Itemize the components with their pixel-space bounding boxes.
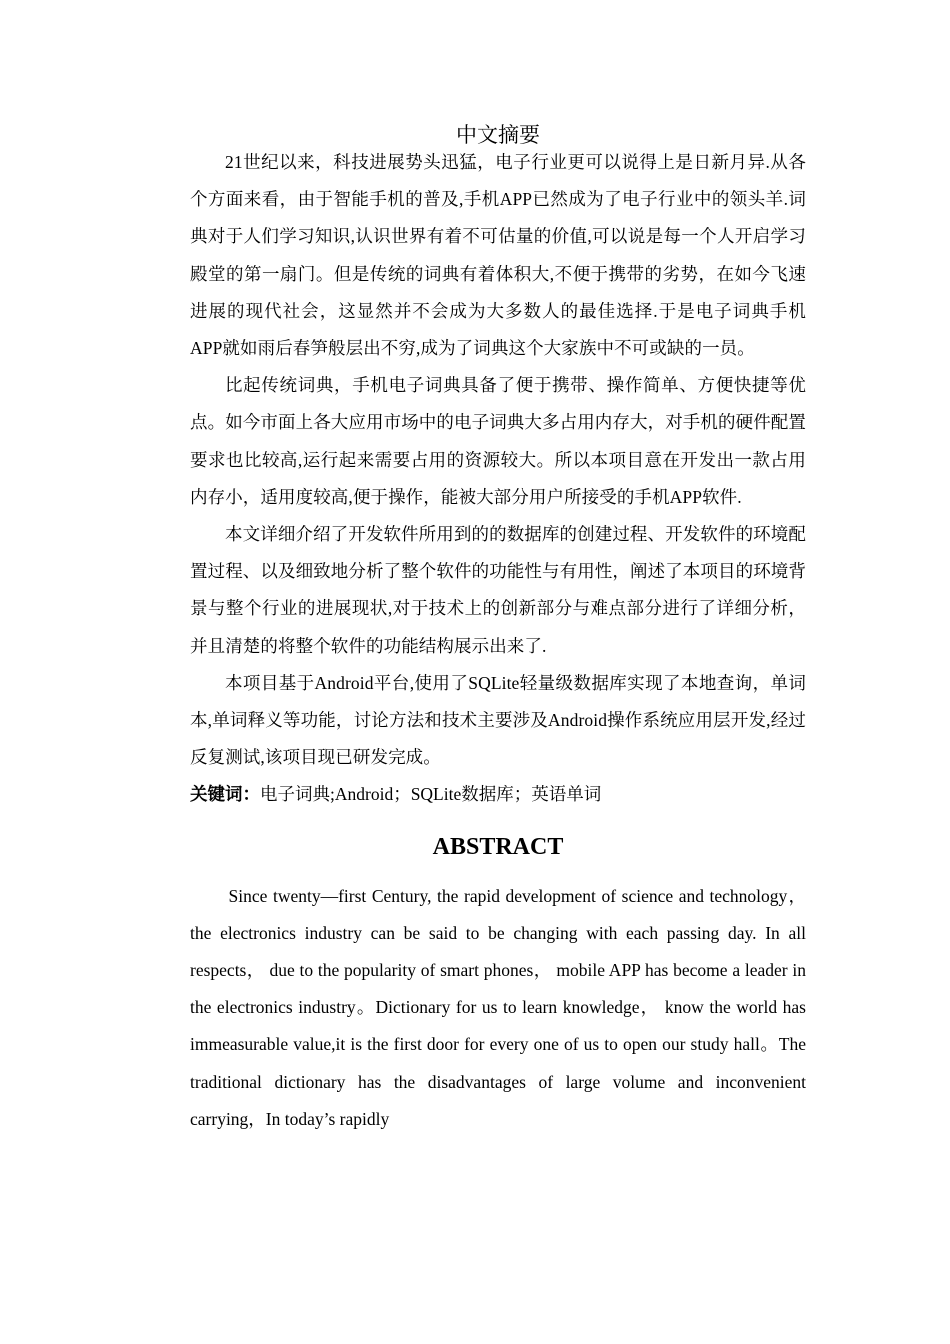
english-abstract-title: ABSTRACT: [432, 833, 564, 860]
document-page: [190, 118, 806, 1138]
chinese-abstract-paragraph-4: 本项目基于Android平台,使用了SQLite轻量级数据库实现了本地查询，单词本,单词释义等功能，讨论方法和技术主要涉及Android操作系统应用层开发,经过反复测试,该项目现已研发完成。: [190, 672, 806, 768]
keywords-value: 电子词典;Android；SQLite数据库；英语单词: [260, 784, 602, 805]
keywords-label: 关键词：: [190, 784, 260, 805]
chinese-abstract-title: 中文摘要: [456, 123, 540, 147]
chinese-abstract-paragraph-1: 21世纪以来，科技进展势头迅猛，电子行业更可以说得上是日新月异.从各个方面来看，由于智能手机的普及,手机APP已然成为了电子行业中的领头羊.词典对于人们学习知识,认识世界有着不可估量的价值,可以说是每一个人开启学习殿堂的第一扇门。但是传统的词典有着体积大,不便于携带的劣势，在如今飞速进展的现代社会，这显然并不会成为大多数人的最佳选择.于是电子词典手机APP就如雨后春笋般层出不穷,成为了词典这个大家族中不可或缺的一员。: [190, 152, 806, 359]
chinese-abstract-paragraph-3: 本文详细介绍了开发软件所用到的的数据库的创建过程、开发软件的环境配置过程、以及细致地分析了整个软件的功能性与有用性，阐述了本项目的环境背景与整个行业的进展现状,对于技术上的创新部分与难点部分进行了详细分析，并且清楚的将整个软件的功能结构展示出来了.: [190, 524, 806, 656]
keywords-line: [190, 776, 806, 813]
english-abstract-paragraph: Since twenty—first Century, the rapid development of science and technology， the electronics industry can be said to be changing with each passing day. In all respects， due to the popularity of smart phones， mobile APP has become a leader in the electronics industry。Dictionary for us to learn knowledge， know the world has immeasurable value,it is the first door for every one of us to open our study hall。The traditional dictionary has the disadvantages of large volume and inconvenient carrying，In today’s rapidly: [190, 885, 806, 1129]
chinese-abstract-paragraph-2: 比起传统词典，手机电子词典具备了便于携带、操作简单、方便快捷等优点。如今市面上各大应用市场中的电子词典大多占用内存大，对手机的硬件配置要求也比较高,运行起来需要占用的资源较大。所以本项目意在开发出一款占用内存小，适用度较高,便于操作，能被大部分用户所接受的手机APP软件.: [190, 375, 806, 507]
